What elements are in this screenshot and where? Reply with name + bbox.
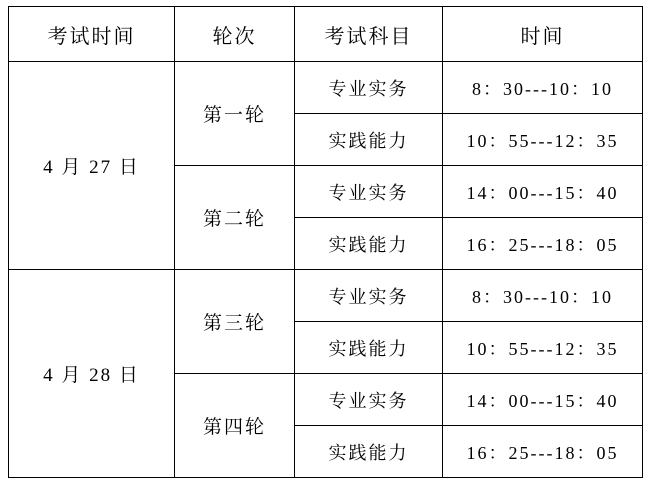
table-header-row <box>9 7 643 62</box>
subject-cell: 专业实务 <box>295 374 443 426</box>
time-cell: 10：55---12：35 <box>443 322 643 374</box>
column-header-round: 轮次 <box>175 7 295 62</box>
round-cell: 第一轮 <box>175 62 295 166</box>
subject-cell: 专业实务 <box>295 62 443 114</box>
round-cell: 第四轮 <box>175 374 295 478</box>
subject-cell: 实践能力 <box>295 114 443 166</box>
time-cell: 16：25---18：05 <box>443 218 643 270</box>
time-cell: 10：55---12：35 <box>443 114 643 166</box>
round-cell: 第三轮 <box>175 270 295 374</box>
table-body <box>9 62 643 478</box>
column-header-exam-date: 考试时间 <box>9 7 175 62</box>
subject-cell: 专业实务 <box>295 270 443 322</box>
subject-cell: 实践能力 <box>295 218 443 270</box>
time-cell: 8：30---10：10 <box>443 62 643 114</box>
table-header <box>9 7 643 62</box>
table-row <box>9 270 643 322</box>
exam-date-cell: 4 月 27 日 <box>9 62 175 270</box>
time-cell: 16：25---18：05 <box>443 426 643 478</box>
round-cell: 第二轮 <box>175 166 295 270</box>
table-row <box>9 62 643 114</box>
time-cell: 14：00---15：40 <box>443 374 643 426</box>
subject-cell: 实践能力 <box>295 426 443 478</box>
column-header-subject: 考试科目 <box>295 7 443 62</box>
time-cell: 8：30---10：10 <box>443 270 643 322</box>
subject-cell: 专业实务 <box>295 166 443 218</box>
column-header-time: 时间 <box>443 7 643 62</box>
time-cell: 14：00---15：40 <box>443 166 643 218</box>
exam-date-cell: 4 月 28 日 <box>9 270 175 478</box>
subject-cell: 实践能力 <box>295 322 443 374</box>
exam-schedule-table <box>8 6 643 478</box>
